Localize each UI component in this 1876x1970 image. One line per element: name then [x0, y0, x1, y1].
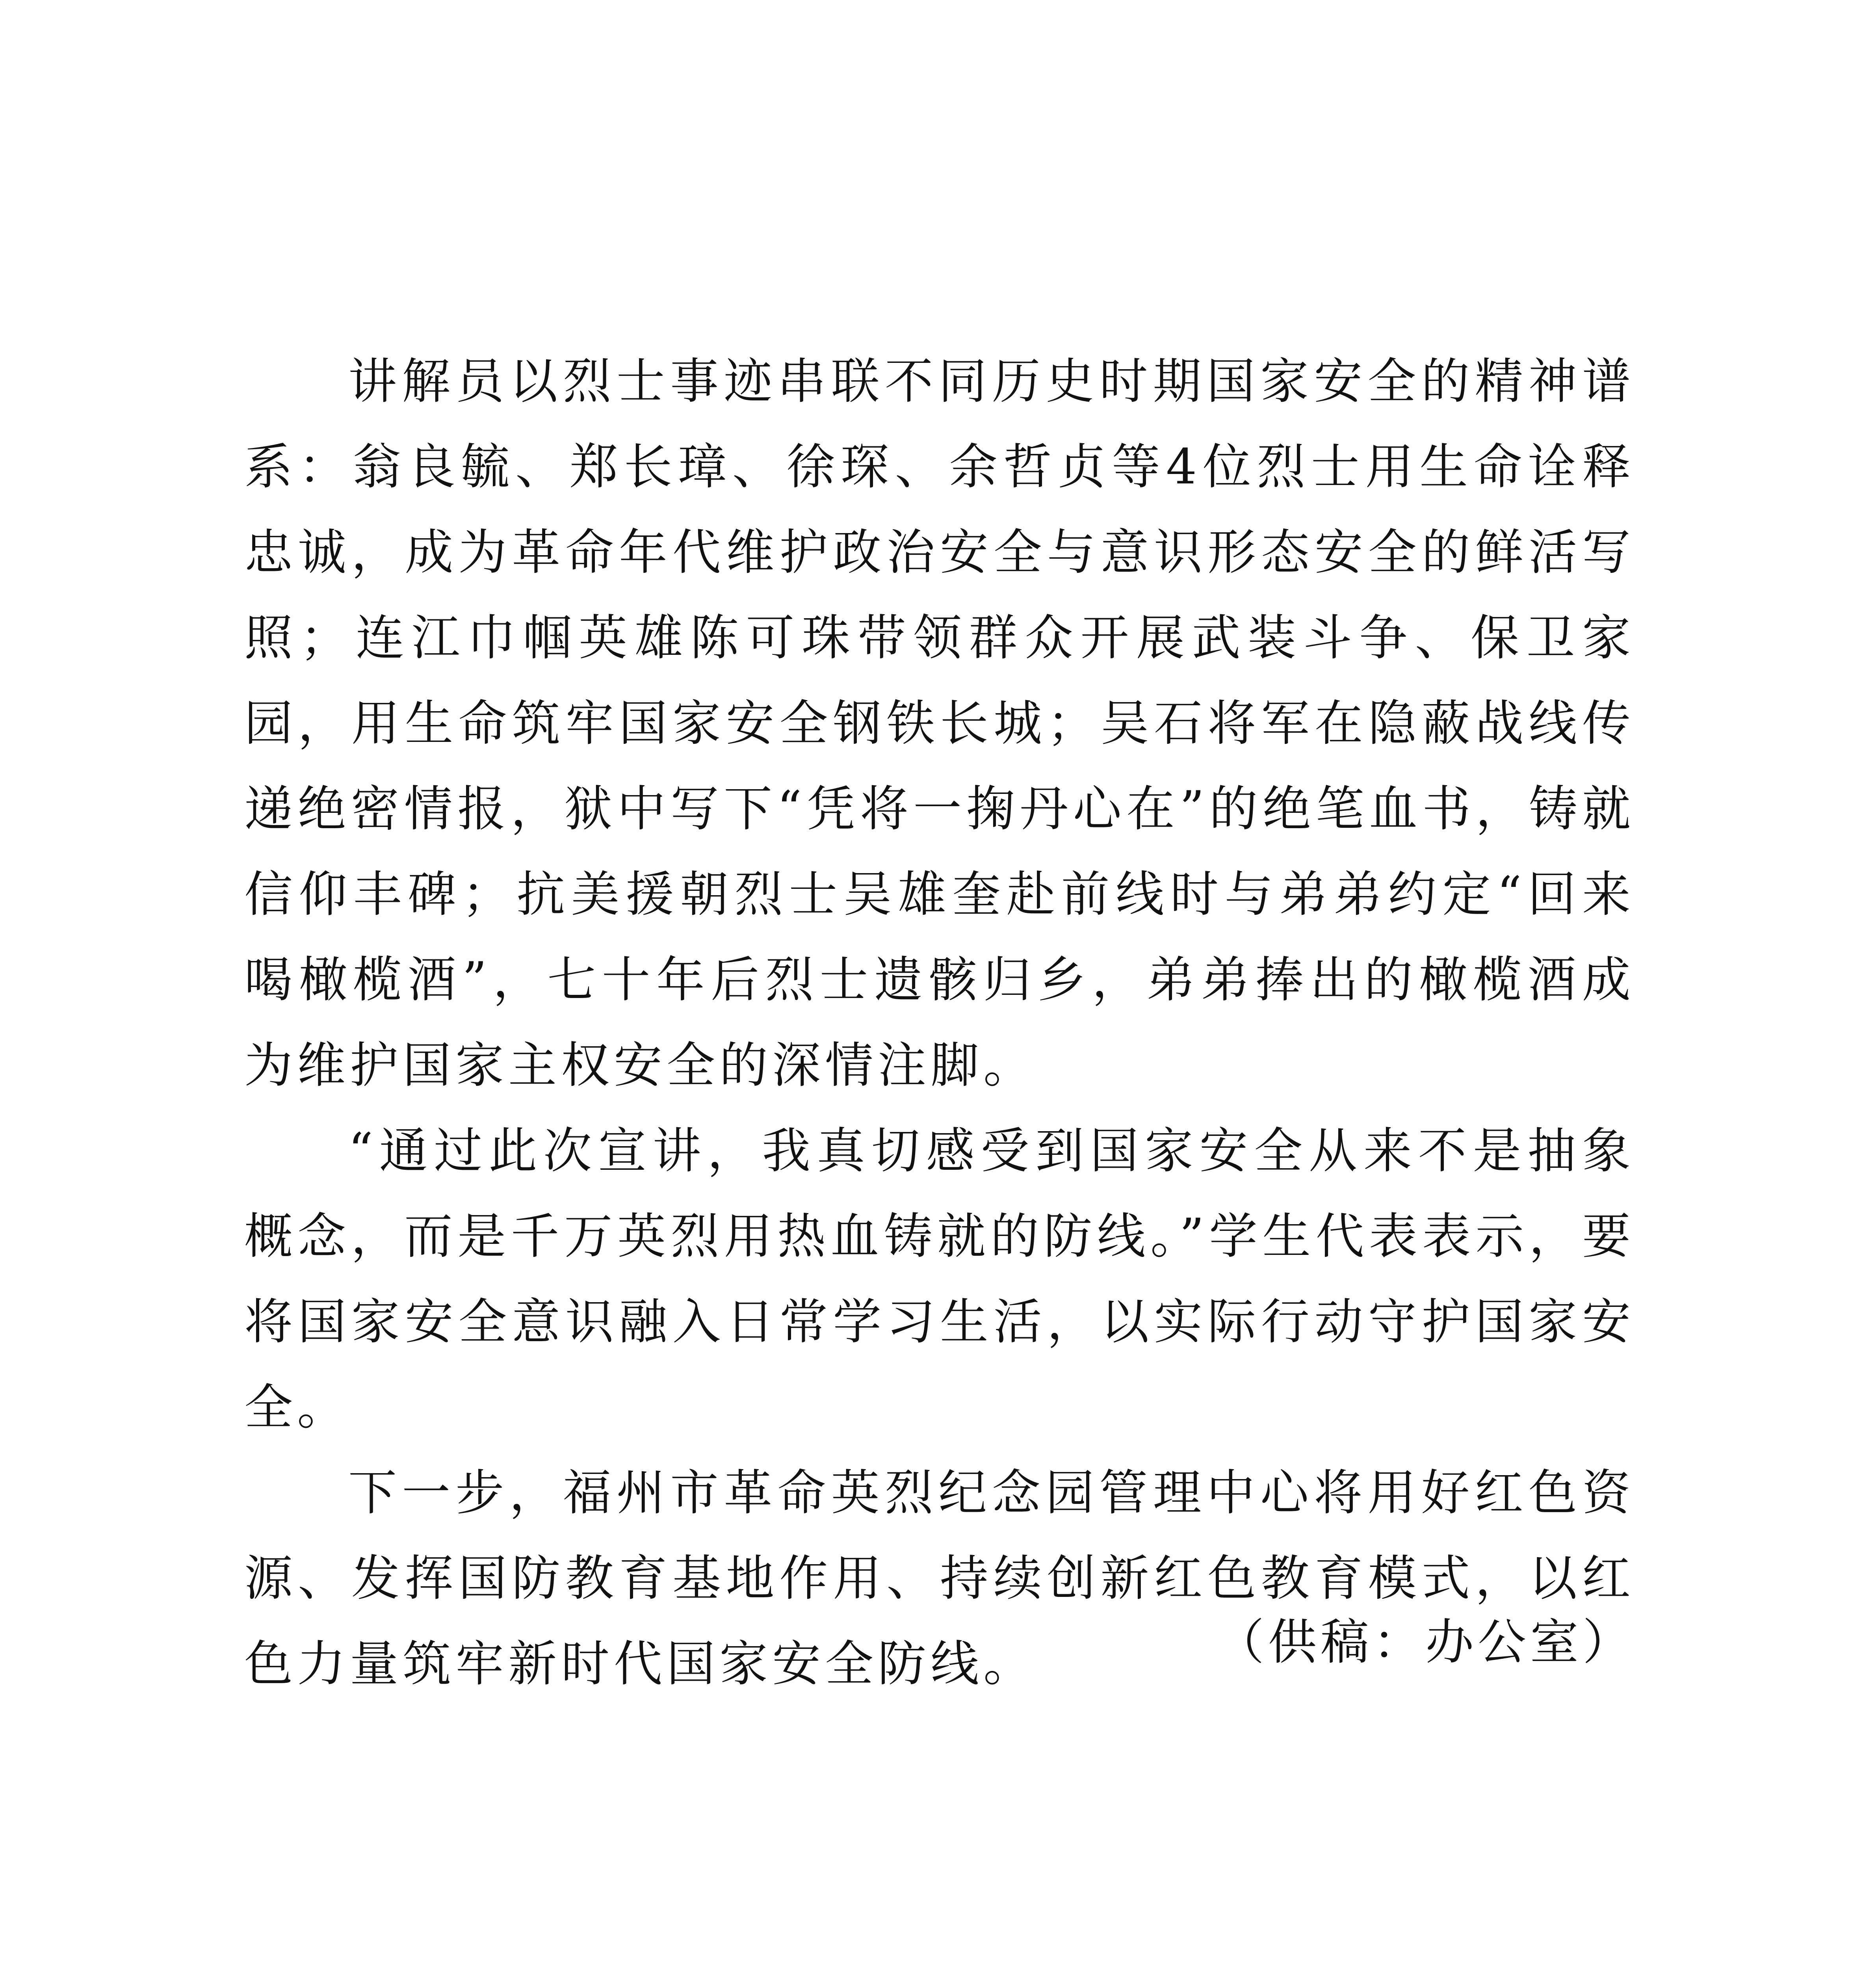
paragraph-martyrs: 讲解员以烈士事迹串联不同历史时期国家安全的精神谱系：翁良毓、郑长璋、徐琛、余哲贞等4位烈士用生命诠释忠诚，成为革命年代维护政治安全与意识形态安全的鲜活写照；连江巾帼英雄陈可珠带领群众开展武装斗争、保卫家园，用生命筑牢国家安全钢铁长城；吴石将军在隐蔽战线传递绝密情报，狱中写下“凭将一掬丹心在”的绝笔血书，铸就信仰丰碑；抗美援朝烈士吴雄奎赴前线时与弟弟约定“回来喝橄榄酒”，七十年后烈士遗骸归乡，弟弟捧出的橄榄酒成为维护国家主权安全的深情注脚。: [244, 353, 1635, 1094]
paragraph-student-quote: “通过此次宣讲，我真切感受到国家安全从来不是抽象概念，而是千万英烈用热血铸就的防线。”学生代表表示，要将国家安全意识融入日常学习生活，以实际行动守护国家安全。: [244, 1123, 1635, 1436]
credit-line: （供稿：办公室）: [1216, 1614, 1635, 1671]
paragraph-next-steps: 下一步，福州市革命英烈纪念园管理中心将用好红色资源、发挥国防教育基地作用、持续创新红色教育模式，以红色力量筑牢新时代国家安全防线。: [244, 1465, 1635, 1692]
body-text: [244, 339, 1635, 1707]
